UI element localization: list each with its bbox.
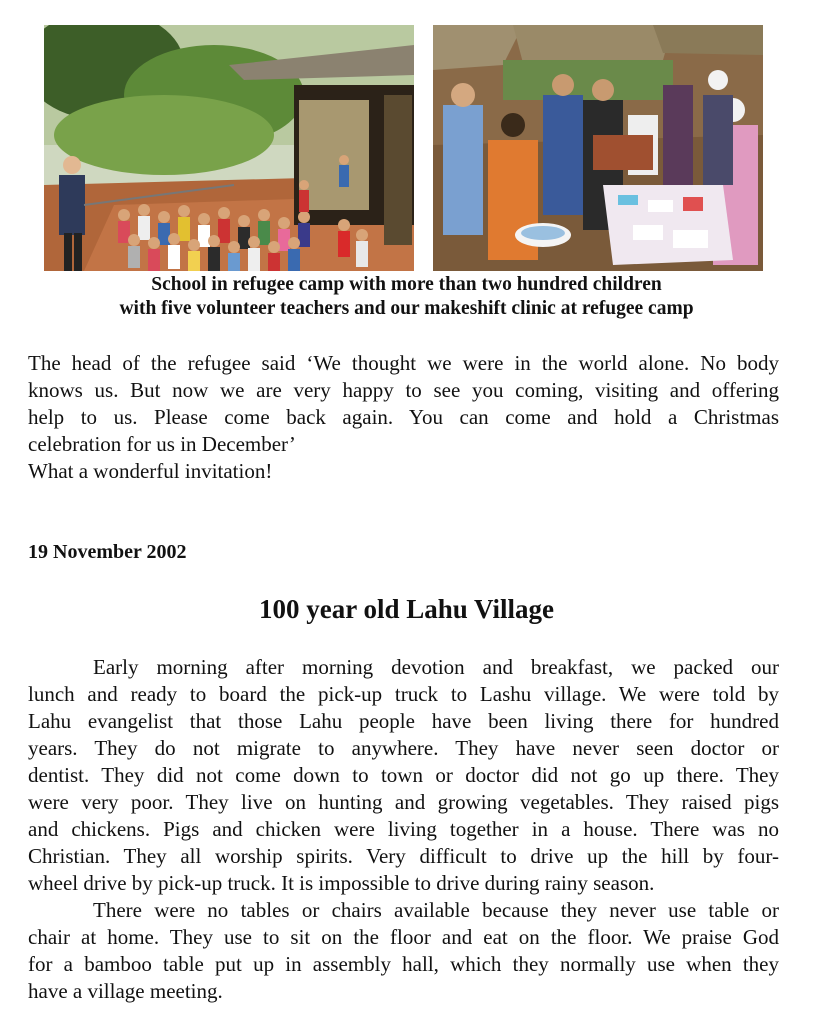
body-line: Early morning after morning devotion and breakfast, we packed our: [93, 655, 779, 679]
body-line: years. They do not migrate to anywhere. They have never seen doctor or: [28, 736, 779, 760]
school-photo: [44, 25, 414, 271]
body-line: There were no tables or chairs available because they never use table or: [93, 898, 779, 922]
entry-date: 19 November 2002: [28, 541, 187, 563]
body-line: Christian. They all worship spirits. Very difficult to drive up the hill by four-: [28, 844, 779, 868]
body-line: chair at home. They use to sit on the floor and eat on the floor. We praise God: [28, 925, 779, 949]
body-line: were very poor. They live on hunting and growing vegetables. They raised pigs: [28, 790, 779, 814]
body-line: for a bamboo table put up in assembly hall, which they normally use when they: [28, 952, 779, 976]
quote-last-line: celebration for us in December’: [28, 432, 296, 456]
body-line: lunch and ready to board the pick-up truck to Lashu village. We were told by: [28, 682, 779, 706]
body-line: wheel drive by pick-up truck. It is impossible to drive during rainy season.: [28, 871, 655, 895]
invitation-exclamation: What a wonderful invitation!: [28, 459, 273, 483]
photo-caption-line-2: with five volunteer teachers and our makeshift clinic at refugee camp: [119, 298, 694, 319]
section-title: 100 year old Lahu Village: [258, 594, 555, 624]
quote-line: knows us. But now we are very happy to see you coming, visiting and offering: [28, 378, 779, 402]
body-line: Lahu evangelist that those Lahu people have been living there for hundred: [28, 709, 779, 733]
quote-line: help to us. Please come back again. You can come and hold a Christmas: [28, 405, 779, 429]
quote-line: The head of the refugee said ‘We thought we were in the world alone. No body: [28, 351, 779, 375]
body-line: have a village meeting.: [28, 979, 223, 1003]
photo-caption-line-1: School in refugee camp with more than two hundred children: [151, 274, 662, 295]
clinic-photo: [433, 25, 763, 271]
body-line: and chickens. Pigs and chicken were living together in a house. There was no: [28, 817, 779, 841]
body-line: dentist. They did not come down to town or doctor did not go up there. They: [28, 763, 779, 787]
